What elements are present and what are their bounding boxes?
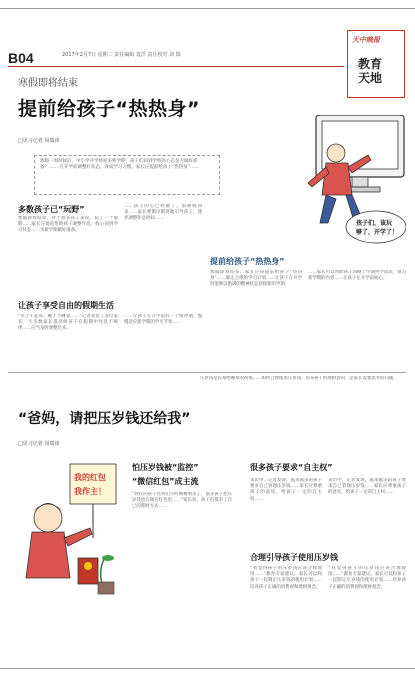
speech-line-1: 孩子们，该玩 — [356, 220, 393, 227]
speech-bubble — [346, 211, 406, 243]
issue-info: 2017年2月7日 星期二 责任编辑 袁洋 责任校对 刘 瑞 — [62, 52, 181, 58]
article1-headline: 提前给孩子“热热身” — [18, 98, 200, 120]
bottom-border — [0, 668, 415, 669]
illustration-child-sign — [18, 458, 120, 598]
article2-subhead-3: 合理引导孩子使用压岁钱 — [250, 553, 338, 562]
brand-logo: 天中晚报 — [352, 35, 380, 44]
header-rule — [8, 66, 344, 67]
sign-line-1: 我的红包 — [74, 473, 106, 482]
article1-byline — [18, 137, 59, 144]
article1-col4-text: ……家长可以帮助孩子回顾上学期所学知识，预习新学期的内容……让孩子在开学前收心。 — [308, 270, 406, 282]
article2-subhead-1b: “微信红包”成主流 — [132, 477, 199, 486]
article2-byline-text: □见习记者 岗瑞淳 — [18, 441, 60, 447]
page-number: B04 — [8, 50, 34, 66]
top-border — [0, 0, 415, 9]
article2-byline — [18, 440, 59, 447]
article1-col3-text: 寒假即将结束，家长应该提前给孩子“热热身”……制定合理的学习计划……让孩子在开学时能够以饱满的精神状态迎接新的学期。 — [210, 270, 302, 288]
article1-subhead-3: 提前给孩子“热热身” — [210, 257, 285, 266]
article2-col2-text: “现在的孩子比我们小时候精明多了，很多孩子把压岁钱放在微信红包里……”家长说，孩子们都有了自己的理财方式…… — [132, 492, 232, 510]
article1-col1b-text: “早上不起床，晚上不睡觉……”记者采访了多位家长，大多数家长都反映孩子在假期中作息不规律……应当及时调整过来。 — [18, 314, 118, 332]
article1-col2b-text: ……让孩子在开学前有一个缓冲期，慢慢适应新学期的学习节奏…… — [124, 314, 202, 326]
red-envelope-icon — [78, 558, 98, 584]
article1-kicker: 寒假即将结束 — [18, 78, 78, 89]
section-title-line2: 天地 — [358, 71, 383, 85]
article1-lead: 寒假一周时间后，中小学开学将迎来新学期，孩子们回到学校的心态是否做好准备？…… 在开学前调整好状态，养成学习习惯。家长应提前给孩子“热热身”…… — [34, 155, 220, 195]
article2-subhead-1: 怕压岁钱被“监控” — [132, 463, 199, 472]
speech-line-2: 够了，开学了！ — [356, 229, 399, 236]
article1-subhead-2: 让孩子享受自由的假期生活 — [18, 301, 114, 310]
section-brand-box — [347, 30, 405, 98]
sign-line-2: 我作主！ — [74, 487, 106, 496]
article2-subhead-2: 很多孩子要求“自主权” — [250, 463, 333, 472]
section-title-line1: 教育 — [358, 57, 383, 71]
sign-board-icon — [70, 464, 116, 538]
article2-col4b-text: “我觉得孩子的压岁钱应该合理使用……”教育专家建议，家长可以和孩子一起制定压岁钱的使用计划……培养孩子正确的消费观和理财观念。 — [328, 566, 406, 590]
plant-icon — [98, 555, 114, 594]
section-title — [358, 57, 382, 85]
article1-subhead-1: 多数孩子已“玩野” — [18, 205, 85, 214]
article2-headline: “爸妈，请把压岁钱还给我” — [18, 411, 191, 427]
article2-col4-text: 采访中，记者发现，越来越多的孩子要求自己管理压岁钱……家长应尊重孩子的意见，给孩子一定的自主权…… — [328, 478, 406, 496]
article1-byline-text: □见习记者 岗瑞淳 — [18, 138, 60, 144]
article1-col2-text: ……孩子的心已经散了，很难收回来……家长要循序渐进地引导孩子，逐步调整作息时间…… — [124, 204, 202, 222]
section-divider — [8, 372, 406, 373]
article2-col3-text: 采访中，记者发现，越来越多的孩子要求自己管理压岁钱……家长应尊重孩子的意见，给孩子一定的自主权…… — [250, 478, 322, 502]
illustration-computer-child — [296, 115, 406, 255]
article2-quote: 压岁钱是长辈给晚辈的祝福……如何合理使用压岁钱，培养孩子的理财意识，是家长需要思考的问题。 — [200, 376, 398, 381]
article2-col3b-text: “我觉得孩子的压岁钱应该合理使用……”教育专家建议，家长可以和孩子一起制定压岁钱的使用计划……培养孩子正确的消费观和理财观念。 — [250, 566, 322, 590]
article1-col1-text: 寒假即将结束，对于很多孩子来说，玩了一个假期……家长应提前帮助孩子调整作息，收心回到学习状态……为新学期做好准备。 — [18, 216, 118, 234]
